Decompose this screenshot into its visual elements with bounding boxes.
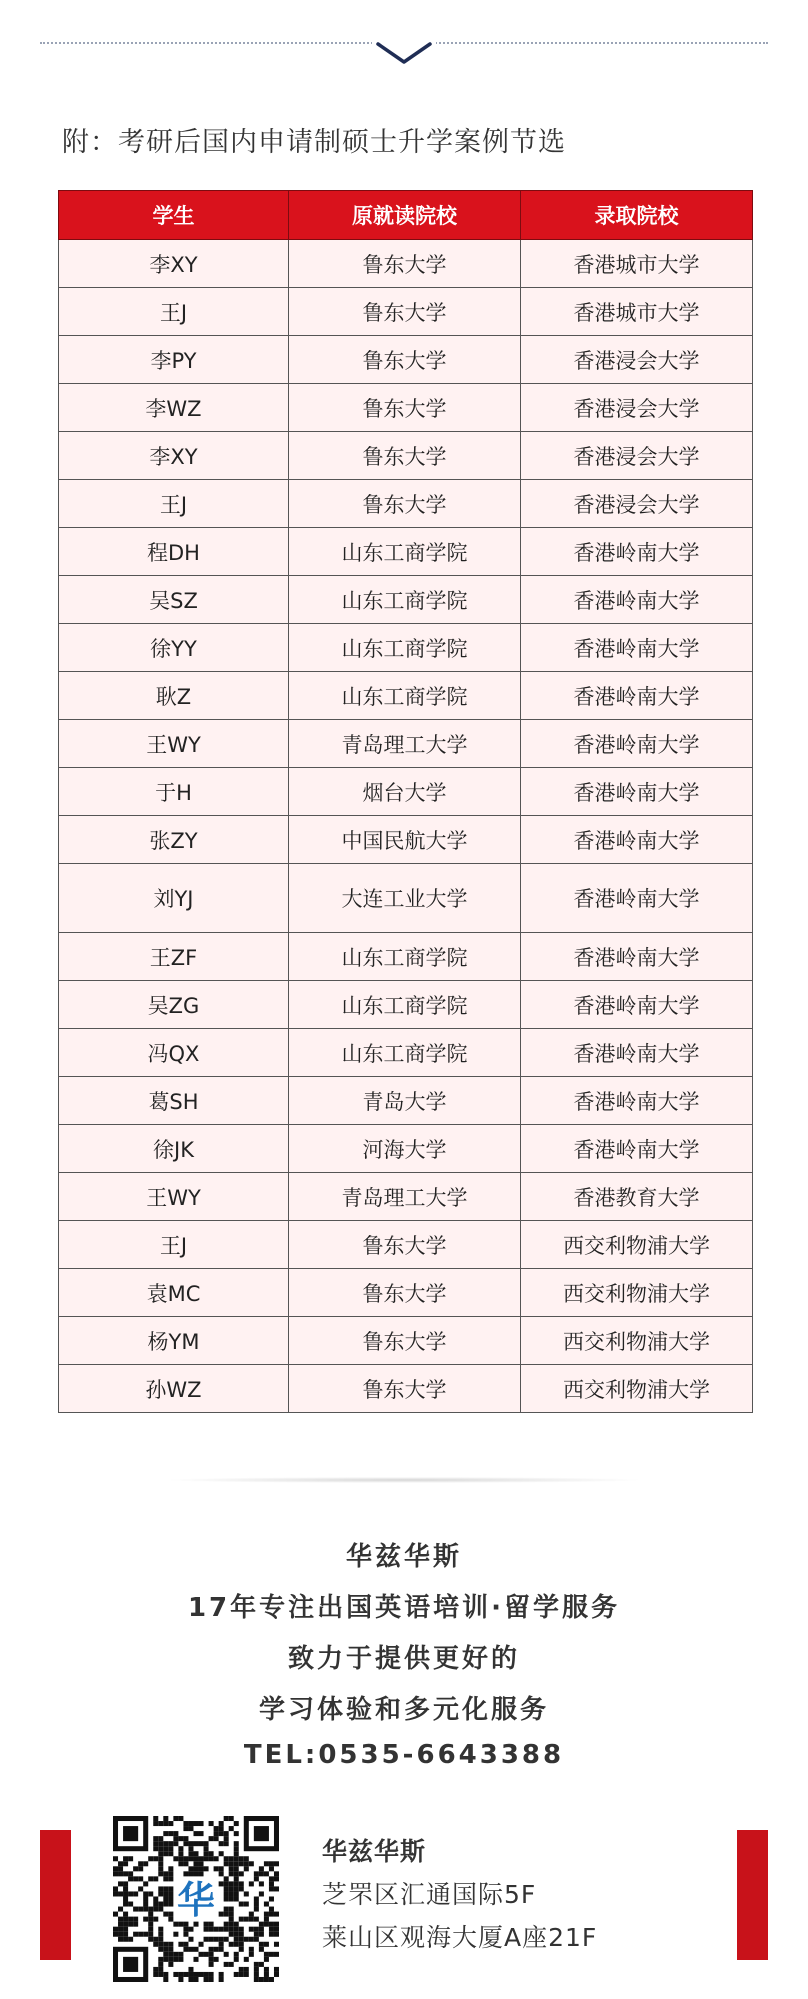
table-row: [59, 576, 753, 624]
cell-admitted-school: 香港教育大学: [521, 1173, 753, 1221]
cell-origin-school: 青岛理工大学: [289, 720, 521, 768]
cell-origin-school: 山东工商学院: [289, 672, 521, 720]
cell-admitted-school: 香港岭南大学: [521, 672, 753, 720]
cell-student: 徐JK: [59, 1125, 289, 1173]
cell-origin-school: 河海大学: [289, 1125, 521, 1173]
cell-student: 袁MC: [59, 1269, 289, 1317]
cell-origin-school: 山东工商学院: [289, 528, 521, 576]
section-divider: [170, 1477, 638, 1483]
cell-admitted-school: 西交利物浦大学: [521, 1365, 753, 1413]
table-header-row: [59, 191, 753, 240]
cell-admitted-school: 香港岭南大学: [521, 1077, 753, 1125]
column-header-origin-school: 原就读院校: [289, 191, 521, 240]
cell-admitted-school: 西交利物浦大学: [521, 1221, 753, 1269]
slogan-line-2: 致力于提供更好的: [287, 1644, 520, 1674]
cell-origin-school: 青岛大学: [289, 1077, 521, 1125]
right-red-bar: [737, 1830, 768, 1960]
cell-origin-school: 山东工商学院: [289, 1029, 521, 1077]
cell-student: 耿Z: [59, 672, 289, 720]
cell-admitted-school: 香港浸会大学: [521, 336, 753, 384]
table-row: [59, 528, 753, 576]
left-red-bar: [40, 1830, 71, 1960]
table-row: [59, 816, 753, 864]
cell-origin-school: 山东工商学院: [289, 933, 521, 981]
cell-student: 葛SH: [59, 1077, 289, 1125]
cell-student: 李XY: [59, 240, 289, 288]
cell-origin-school: 烟台大学: [289, 768, 521, 816]
cell-origin-school: 鲁东大学: [289, 1269, 521, 1317]
cell-admitted-school: 香港岭南大学: [521, 864, 753, 933]
table-row: [59, 768, 753, 816]
contact-address-2: 莱山区观海大厦A座21F: [322, 1923, 598, 1952]
cell-student: 李WZ: [59, 384, 289, 432]
cell-admitted-school: 香港岭南大学: [521, 1029, 753, 1077]
cell-admitted-school: 香港岭南大学: [521, 816, 753, 864]
qr-code-icon: [113, 1816, 279, 1982]
table-row: [59, 1221, 753, 1269]
cell-origin-school: 鲁东大学: [289, 240, 521, 288]
table-row: [59, 1173, 753, 1221]
cell-admitted-school: 香港城市大学: [521, 288, 753, 336]
cell-origin-school: 山东工商学院: [289, 981, 521, 1029]
cell-origin-school: 鲁东大学: [289, 1221, 521, 1269]
admission-cases-table: [58, 190, 753, 1413]
cell-origin-school: 山东工商学院: [289, 576, 521, 624]
table-row: [59, 981, 753, 1029]
cell-admitted-school: 香港浸会大学: [521, 384, 753, 432]
cell-admitted-school: 香港岭南大学: [521, 1125, 753, 1173]
table-row: [59, 1269, 753, 1317]
cell-student: 张ZY: [59, 816, 289, 864]
cell-admitted-school: 香港岭南大学: [521, 624, 753, 672]
cell-student: 李XY: [59, 432, 289, 480]
cell-admitted-school: 香港岭南大学: [521, 981, 753, 1029]
cell-origin-school: 鲁东大学: [289, 288, 521, 336]
table-row: [59, 240, 753, 288]
table-row: [59, 1365, 753, 1413]
table-row: [59, 384, 753, 432]
cell-student: 吴ZG: [59, 981, 289, 1029]
cell-origin-school: 中国民航大学: [289, 816, 521, 864]
brand-name: 华兹华斯: [345, 1542, 462, 1572]
contact-address-1: 芝罘区汇通国际5F: [322, 1880, 537, 1909]
cell-origin-school: 鲁东大学: [289, 432, 521, 480]
table-row: [59, 288, 753, 336]
cell-student: 杨YM: [59, 1317, 289, 1365]
contact-name: 华兹华斯: [322, 1837, 427, 1866]
telephone: TEL:0535-6643388: [243, 1740, 565, 1770]
cell-student: 孙WZ: [59, 1365, 289, 1413]
column-header-student: 学生: [59, 191, 289, 240]
table-row: [59, 1317, 753, 1365]
cell-student: 于H: [59, 768, 289, 816]
cell-admitted-school: 香港城市大学: [521, 240, 753, 288]
table-row: [59, 720, 753, 768]
chevron-down-icon: [372, 40, 436, 66]
table-row: [59, 1077, 753, 1125]
column-header-admitted-school: 录取院校: [521, 191, 753, 240]
cell-student: 王WY: [59, 720, 289, 768]
table-row: [59, 1029, 753, 1077]
table-row: [59, 336, 753, 384]
cell-admitted-school: 西交利物浦大学: [521, 1269, 753, 1317]
cell-origin-school: 鲁东大学: [289, 1365, 521, 1413]
cell-student: 王J: [59, 1221, 289, 1269]
table-body: [59, 240, 753, 1413]
cell-admitted-school: 香港岭南大学: [521, 720, 753, 768]
cell-origin-school: 青岛理工大学: [289, 1173, 521, 1221]
cell-admitted-school: 香港岭南大学: [521, 528, 753, 576]
cell-student: 王J: [59, 288, 289, 336]
qr-logo-char: 华: [177, 1878, 215, 1923]
table-row: [59, 933, 753, 981]
cell-student: 冯QX: [59, 1029, 289, 1077]
slogan-line-1: 17年专注出国英语培训·留学服务: [187, 1593, 621, 1623]
cell-student: 王J: [59, 480, 289, 528]
slogan-line-3: 学习体验和多元化服务: [258, 1695, 549, 1725]
cell-student: 吴SZ: [59, 576, 289, 624]
cell-student: 程DH: [59, 528, 289, 576]
table-row: [59, 864, 753, 933]
cell-student: 王ZF: [59, 933, 289, 981]
cell-student: 刘YJ: [59, 864, 289, 933]
cell-origin-school: 鲁东大学: [289, 384, 521, 432]
table-row: [59, 480, 753, 528]
cell-student: 李PY: [59, 336, 289, 384]
table-row: [59, 624, 753, 672]
table-row: [59, 432, 753, 480]
cell-student: 徐YY: [59, 624, 289, 672]
cell-admitted-school: 香港岭南大学: [521, 576, 753, 624]
cell-admitted-school: 香港岭南大学: [521, 933, 753, 981]
cell-admitted-school: 西交利物浦大学: [521, 1317, 753, 1365]
table-row: [59, 672, 753, 720]
cell-origin-school: 鲁东大学: [289, 1317, 521, 1365]
cell-student: 王WY: [59, 1173, 289, 1221]
table-row: [59, 1125, 753, 1173]
cell-admitted-school: 香港浸会大学: [521, 432, 753, 480]
cell-admitted-school: 香港岭南大学: [521, 768, 753, 816]
cell-origin-school: 大连工业大学: [289, 864, 521, 933]
cell-origin-school: 山东工商学院: [289, 624, 521, 672]
page-title: 附：考研后国内申请制硕士升学案例节选: [62, 127, 566, 158]
cell-origin-school: 鲁东大学: [289, 336, 521, 384]
cell-admitted-school: 香港浸会大学: [521, 480, 753, 528]
cell-origin-school: 鲁东大学: [289, 480, 521, 528]
